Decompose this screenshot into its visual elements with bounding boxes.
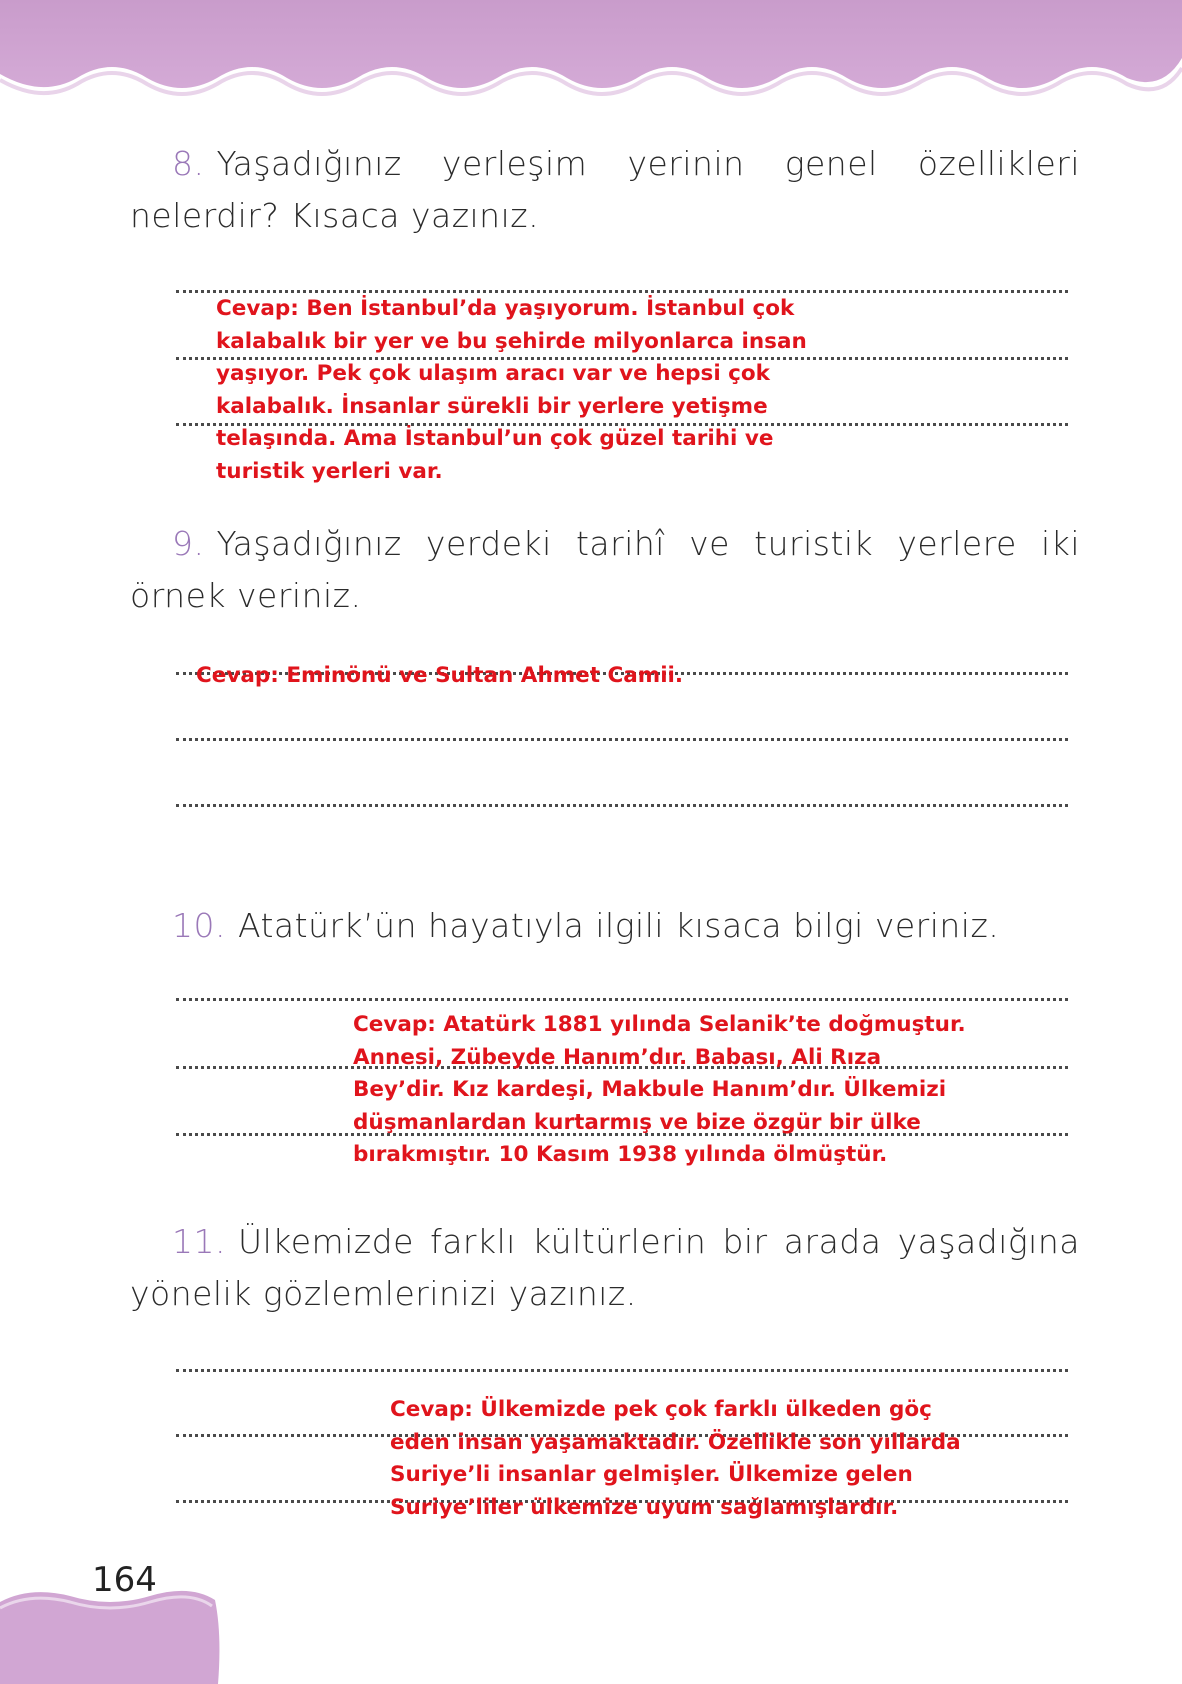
- question-text: Yaşadığınız yerleşim yerinin genel özellikleri nelerdir? Kısaca yazınız.: [130, 144, 1080, 235]
- answer-8: Cevap: Ben İstanbul’da yaşıyorum. İstanbul çok kalabalık bir yer ve bu şehirde milyonlarca insan yaşıyor. Pek çok ulaşım aracı var ve hepsi çok kalabalık. İnsanlar sürekli bir yerlere yetişme telaşında. Ama İstanbul’un çok güzel tarihi ve turistik yerleri var.: [216, 296, 807, 484]
- answer-11: Cevap: Ülkemizde pek çok farklı ülkeden göç eden insan yaşamaktadır. Özellikle son yıllarda Suriye’li insanlar gelmişler. Ülkemize gelen Suriye’liler ülkemize uyum sağlamışlardır.: [390, 1397, 961, 1520]
- question-number: 8.: [172, 144, 205, 183]
- answer-10: Cevap: Atatürk 1881 yılında Selanik’te doğmuştur. Annesi, Zübeyde Hanım’dır. Babası, Ali Rıza Bey’dir. Kız kardeşi, Makbule Hanım’dır. Ülkemizi düşmanlardan kurtarmış ve bize özgür bir ülke bırakmıştır. 10 Kasım 1938 yılında ölmüştür.: [353, 1012, 966, 1167]
- question-text: Atatürk’ün hayatıyla ilgili kısaca bilgi veriniz.: [237, 906, 1000, 945]
- answer-line: [176, 738, 1068, 741]
- header-wave-banner: [0, 0, 1182, 112]
- question-9: [130, 518, 1080, 622]
- question-number: 11.: [172, 1222, 226, 1261]
- answer-line: [176, 1369, 1068, 1372]
- question-11: [130, 1216, 1080, 1320]
- question-10: [130, 900, 1080, 952]
- page-number: 164: [92, 1560, 157, 1600]
- answer-line: [176, 998, 1068, 1001]
- question-number: 10.: [172, 906, 226, 945]
- question-8: [130, 138, 1080, 242]
- question-number: 9.: [172, 524, 205, 563]
- answer-9: Cevap: Eminönü ve Sultan Ahmet Camii.: [196, 663, 684, 688]
- question-text: Yaşadığınız yerdeki tarihî ve turistik yerlere iki örnek veriniz.: [130, 524, 1080, 615]
- answer-line: [176, 804, 1068, 807]
- question-text: Ülkemizde farklı kültürlerin bir arada yaşadığına yönelik gözlemlerinizi yazınız.: [130, 1222, 1080, 1313]
